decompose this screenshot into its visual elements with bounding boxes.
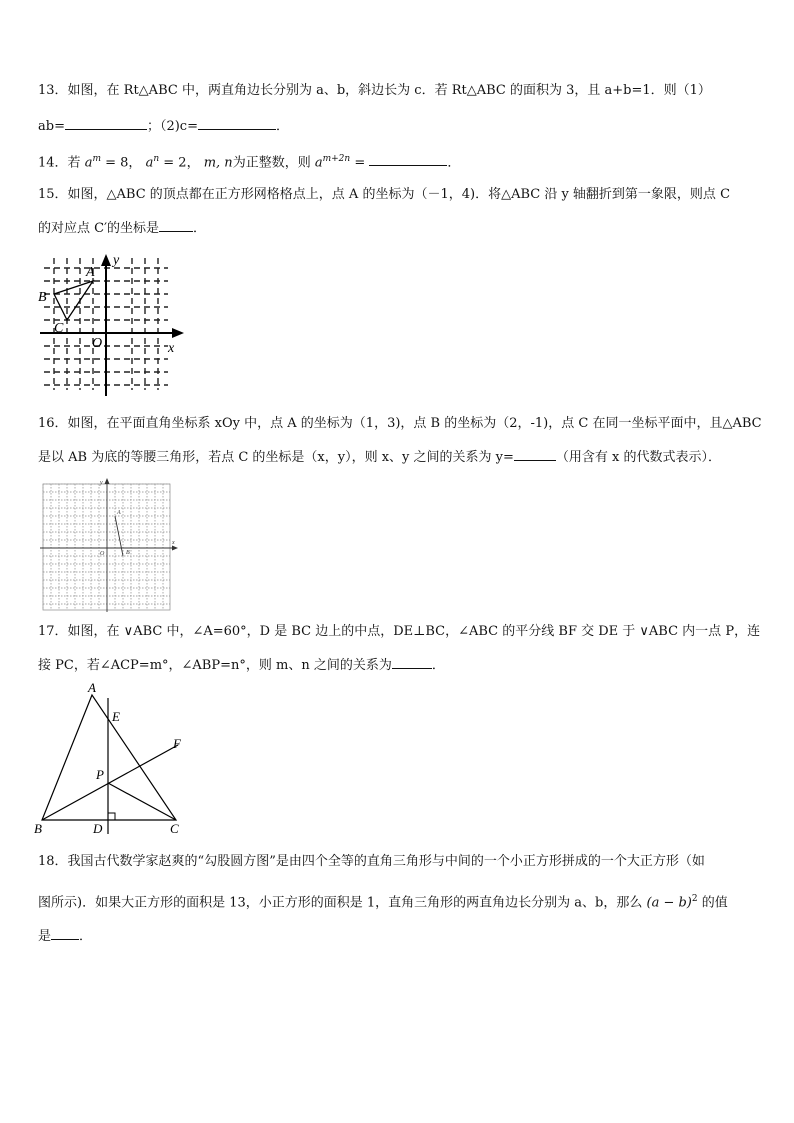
q17-label-a: A <box>88 680 96 695</box>
q17-line2 <box>38 655 445 675</box>
q14-base-a2: a <box>145 155 154 171</box>
q17-label-p: P <box>96 767 104 782</box>
q16-line1: 16．如图，在平面直角坐标系 xOy 中，点 A 的坐标为（1，3)，点 B 的坐标为（2，-1)，点 C 在同一坐标平面中，且△ABC <box>38 416 762 431</box>
q18-answer-blank[interactable] <box>51 926 79 940</box>
q16-x-arrow <box>172 546 178 551</box>
q17-line-pc <box>108 783 176 820</box>
q14-exp-n: n <box>153 154 160 164</box>
q15-label-o: O <box>92 336 103 351</box>
q18-text-c: 的值 <box>701 895 728 911</box>
q16-label-y: y <box>100 480 103 486</box>
q14-prefix: 14．若 <box>38 155 81 171</box>
q15-line1: 15．如图，△ABC 的顶点都在正方形网格格点上，点 A 的坐标为（－1，4)．将△ABC 沿 y 轴翻折到第一象限，则点 C <box>38 187 731 202</box>
q18-line2 <box>38 890 728 912</box>
q13-line1: 13．如图，在 Rt△ABC 中，两直角边长分别为 a、b，斜边长为 c．若 Rt△ABC 的面积为 3，且 a+b=1．则（1） <box>38 83 711 98</box>
q17-label-b: B <box>34 821 42 836</box>
q15-label-y: y <box>113 253 120 268</box>
q16-y-arrow <box>105 478 110 484</box>
q16-label-o: O <box>100 551 105 557</box>
q16-text-b: （用含有 x 的代数式表示）． <box>555 450 722 465</box>
q16-grid-border <box>43 484 170 610</box>
q13-sep: ；（2)c= <box>146 119 198 134</box>
q14-answer-blank[interactable] <box>369 152 447 166</box>
q13-answer-blank-2[interactable] <box>198 116 276 130</box>
q14-exp-m2n: m+2n <box>322 154 351 164</box>
q13-ab-label: ab= <box>38 119 65 134</box>
q18-line3 <box>38 926 92 946</box>
q15-figure <box>36 250 186 400</box>
q16-segment-ab <box>115 516 123 556</box>
q14-base-a: a <box>84 155 93 171</box>
q18-text-d: 是 <box>38 929 52 944</box>
q17-answer-blank[interactable] <box>392 655 432 669</box>
q16-answer-blank[interactable] <box>514 447 556 461</box>
q15-answer-blank[interactable] <box>159 218 193 232</box>
q14-eq2: = 2， <box>159 155 200 171</box>
q14-eq: = <box>350 155 370 171</box>
q16-label-a: A <box>117 510 121 516</box>
q13-line2 <box>38 116 289 136</box>
q15-text: 的对应点 C′的坐标是 <box>38 221 160 236</box>
q14-eq8: = 8， <box>101 155 142 171</box>
q17-line-bf <box>42 745 178 820</box>
q17-line1: 17．如图，在 ∨ABC 中，∠A=60°，D 是 BC 边上的中点，DE⊥BC，∠ABC 的平分线 BF 交 DE 于 ∨ABC 内一点 P，连 <box>38 624 761 639</box>
q17-label-c: C <box>170 821 179 836</box>
q15-label-x: x <box>168 341 175 356</box>
q15-triangle-abc <box>54 281 93 320</box>
q17-end: ． <box>431 658 445 673</box>
q14-base-a3: a <box>314 155 323 171</box>
q15-y-arrow <box>101 254 111 266</box>
q14-exp-m: m <box>92 154 101 164</box>
q17-label-e: E <box>112 709 120 724</box>
q14-cond: 为正整数，则 <box>232 155 311 171</box>
q18-square: 2 <box>691 894 698 904</box>
q16-dotted-grid <box>43 484 170 610</box>
q18-expression: (a − b) <box>646 895 692 911</box>
q15-label-a: A <box>86 265 95 280</box>
q15-x-arrow <box>172 328 184 338</box>
q14-mn: m, n <box>203 155 233 171</box>
q15-end: ． <box>193 221 207 236</box>
q14-line <box>38 150 460 172</box>
q13-end: ． <box>276 119 290 134</box>
q14-end: ． <box>447 155 461 171</box>
q15-label-c: C <box>54 321 64 336</box>
q16-label-x: x <box>172 540 175 546</box>
q16-label-b: B <box>126 550 130 556</box>
q18-text-a: 图所示)．如果大正方形的面积是 13，小正方形的面积是 1，直角三角形的两直角边长分别为 a、b，那么 <box>38 895 643 911</box>
q18-end: ． <box>79 929 93 944</box>
q16-figure <box>38 478 180 614</box>
q17-label-d: D <box>93 821 103 836</box>
q16-line2 <box>38 447 721 467</box>
q13-answer-blank-1[interactable] <box>65 116 147 130</box>
q17-label-f: F <box>173 736 181 751</box>
q17-figure <box>30 680 200 838</box>
q16-text-a: 是以 AB 为底的等腰三角形，若点 C 的坐标是（x，y），则 x、y 之间的关系为 y= <box>38 450 514 465</box>
q17-right-angle-mark <box>108 813 115 820</box>
q15-label-b: B <box>38 290 47 305</box>
q15-line2 <box>38 218 206 238</box>
q18-line1: 18．我国古代数学家赵爽的“勾股圆方图”是由四个全等的直角三角形与中间的一个小正方形拼成的一个大正方形（如 <box>38 854 705 869</box>
q17-text: 接 PC，若∠ACP=m°，∠ABP=n°，则 m、n 之间的关系为 <box>38 658 392 673</box>
